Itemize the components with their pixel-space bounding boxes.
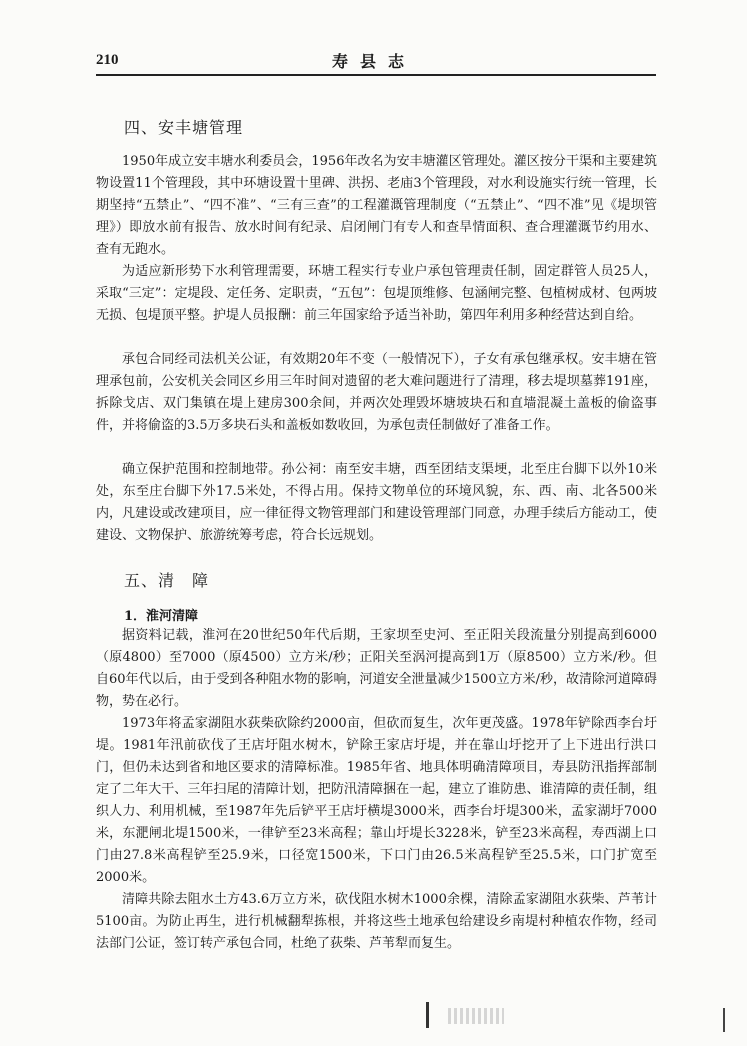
- page-number: 210: [96, 52, 119, 68]
- scan-mark: [426, 1002, 429, 1028]
- scan-artifacts: [280, 1000, 580, 1030]
- scan-edge-mark: [723, 1008, 725, 1032]
- paragraph: 据资料记载，淮河在20世纪50年代后期，王家坝至史河、至正阳关段流量分别提高到6000（原4800）至7000（原4500）立方米/秒；正阳关至涡河提高到1万（原8500）立方米/秒。但自60年代以后，由于受到各种阻水物的影响，河道安全泄量减少1500立方米/秒，故清除河道障碍物，势在必行。: [96, 628, 658, 709]
- header-rule: [96, 74, 656, 76]
- running-header: [96, 48, 656, 76]
- section-heading-qingzhang: 五、清 障: [124, 571, 210, 590]
- paragraph: 确立保护范围和控制地带。孙公祠：南至安丰塘，西至团结支渠埂，北至庄台脚下以外10米处，东至庄台脚下外17.5米处，不得占用。保持文物单位的环境风貌，东、西、南、北各500米内，凡建设或改建项目，应一律征得文物管理部门和建设管理部门同意，办理手续后方能动工，使建设、文物保护、旅游统筹考虑，符合长远规划。: [96, 462, 657, 543]
- section-heading-anfengtang: 四、安丰塘管理: [124, 118, 244, 137]
- paragraph: 清障共除去阻水土方43.6万立方米，砍伐阻水树木1000余棵，清除孟家湖阻水荻柴、芦苇计5100亩。为防止再生，进行机械翻犁拣根，并将这些土地承包给建设乡南堤村种植农作物，经司法部门公证，签订转产承包合同，杜绝了荻柴、芦苇犁而复生。: [96, 892, 657, 951]
- subsection-heading-huaihe: 1．淮河清障: [124, 609, 199, 624]
- paragraph: 1950年成立安丰塘水利委员会，1956年改名为安丰塘灌区管理处。灌区按分干渠和主要建筑物设置11个管理段，其中环塘设置十里碑、洪拐、老庙3个管理段，对水利设施实行统一管理，长期坚持“五禁止”、“四不准”、“三有三查”的工程灌溉管理制度（“五禁止”、“四不准”见《堤坝管理》）即放水前有报告、放水时间有纪录、启闭闸门有专人和查旱情面积、查合理灌溉节约用水、查有无跑水。: [96, 154, 657, 257]
- scan-smudge: [448, 1008, 504, 1024]
- paragraph: 1973年将孟家湖阻水荻柴砍除约2000亩，但砍而复生，次年更茂盛。1978年铲除西李台圩堤。1981年汛前砍伐了王店圩阻水树木，铲除王家店圩堤，并在靠山圩挖开了上下进出行洪口门，但仍未达到省和地区要求的清障标准。1985年省、地具体明确清障项目，寿县防汛指挥部制定了二年大干、三年扫尾的清障计划，把防汛清障捆在一起，建立了谁防患、谁清障的责任制，组织人力、利用机械，至1987年先后铲平王店圩横堤3000米，西李台圩堤300米，孟家湖圩7000米，东淝闸北堤1500米，一律铲至23米高程；靠山圩堤长3228米，铲至23米高程，寿西湖上口门由27.8米高程铲至25.9米，口径宽1500米，下口门由26.5米高程铲至25.5米，口门扩宽至2000米。: [96, 716, 657, 885]
- book-title: 寿县志: [332, 52, 417, 71]
- paragraph: 承包合同经司法机关公证，有效期20年不变（一般情况下），子女有承包继承权。安丰塘在管理承包前，公安机关会同区乡用三年时间对遗留的老大难问题进行了清理，移去堤坝墓葬191座，拆除戈店、双门集镇在堤上建房300余间，并两次处理毁坏塘坡块石和直墙混凝土盖板的偷盗事件，并将偷盗的3.5万多块石头和盖板如数收回，为承包责任制做好了准备工作。: [96, 352, 657, 433]
- paragraph: 为适应新形势下水利管理需要，环塘工程实行专业户承包管理责任制，固定群管人员25人，采取“三定”：定堤段、定任务、定职责，“五包”：包堤顶维修、包涵闸完整、包植树成材、包两坡无损、包堤顶平整。护堤人员报酬：前三年国家给予适当补助，第四年利用多种经营达到自给。: [96, 264, 657, 323]
